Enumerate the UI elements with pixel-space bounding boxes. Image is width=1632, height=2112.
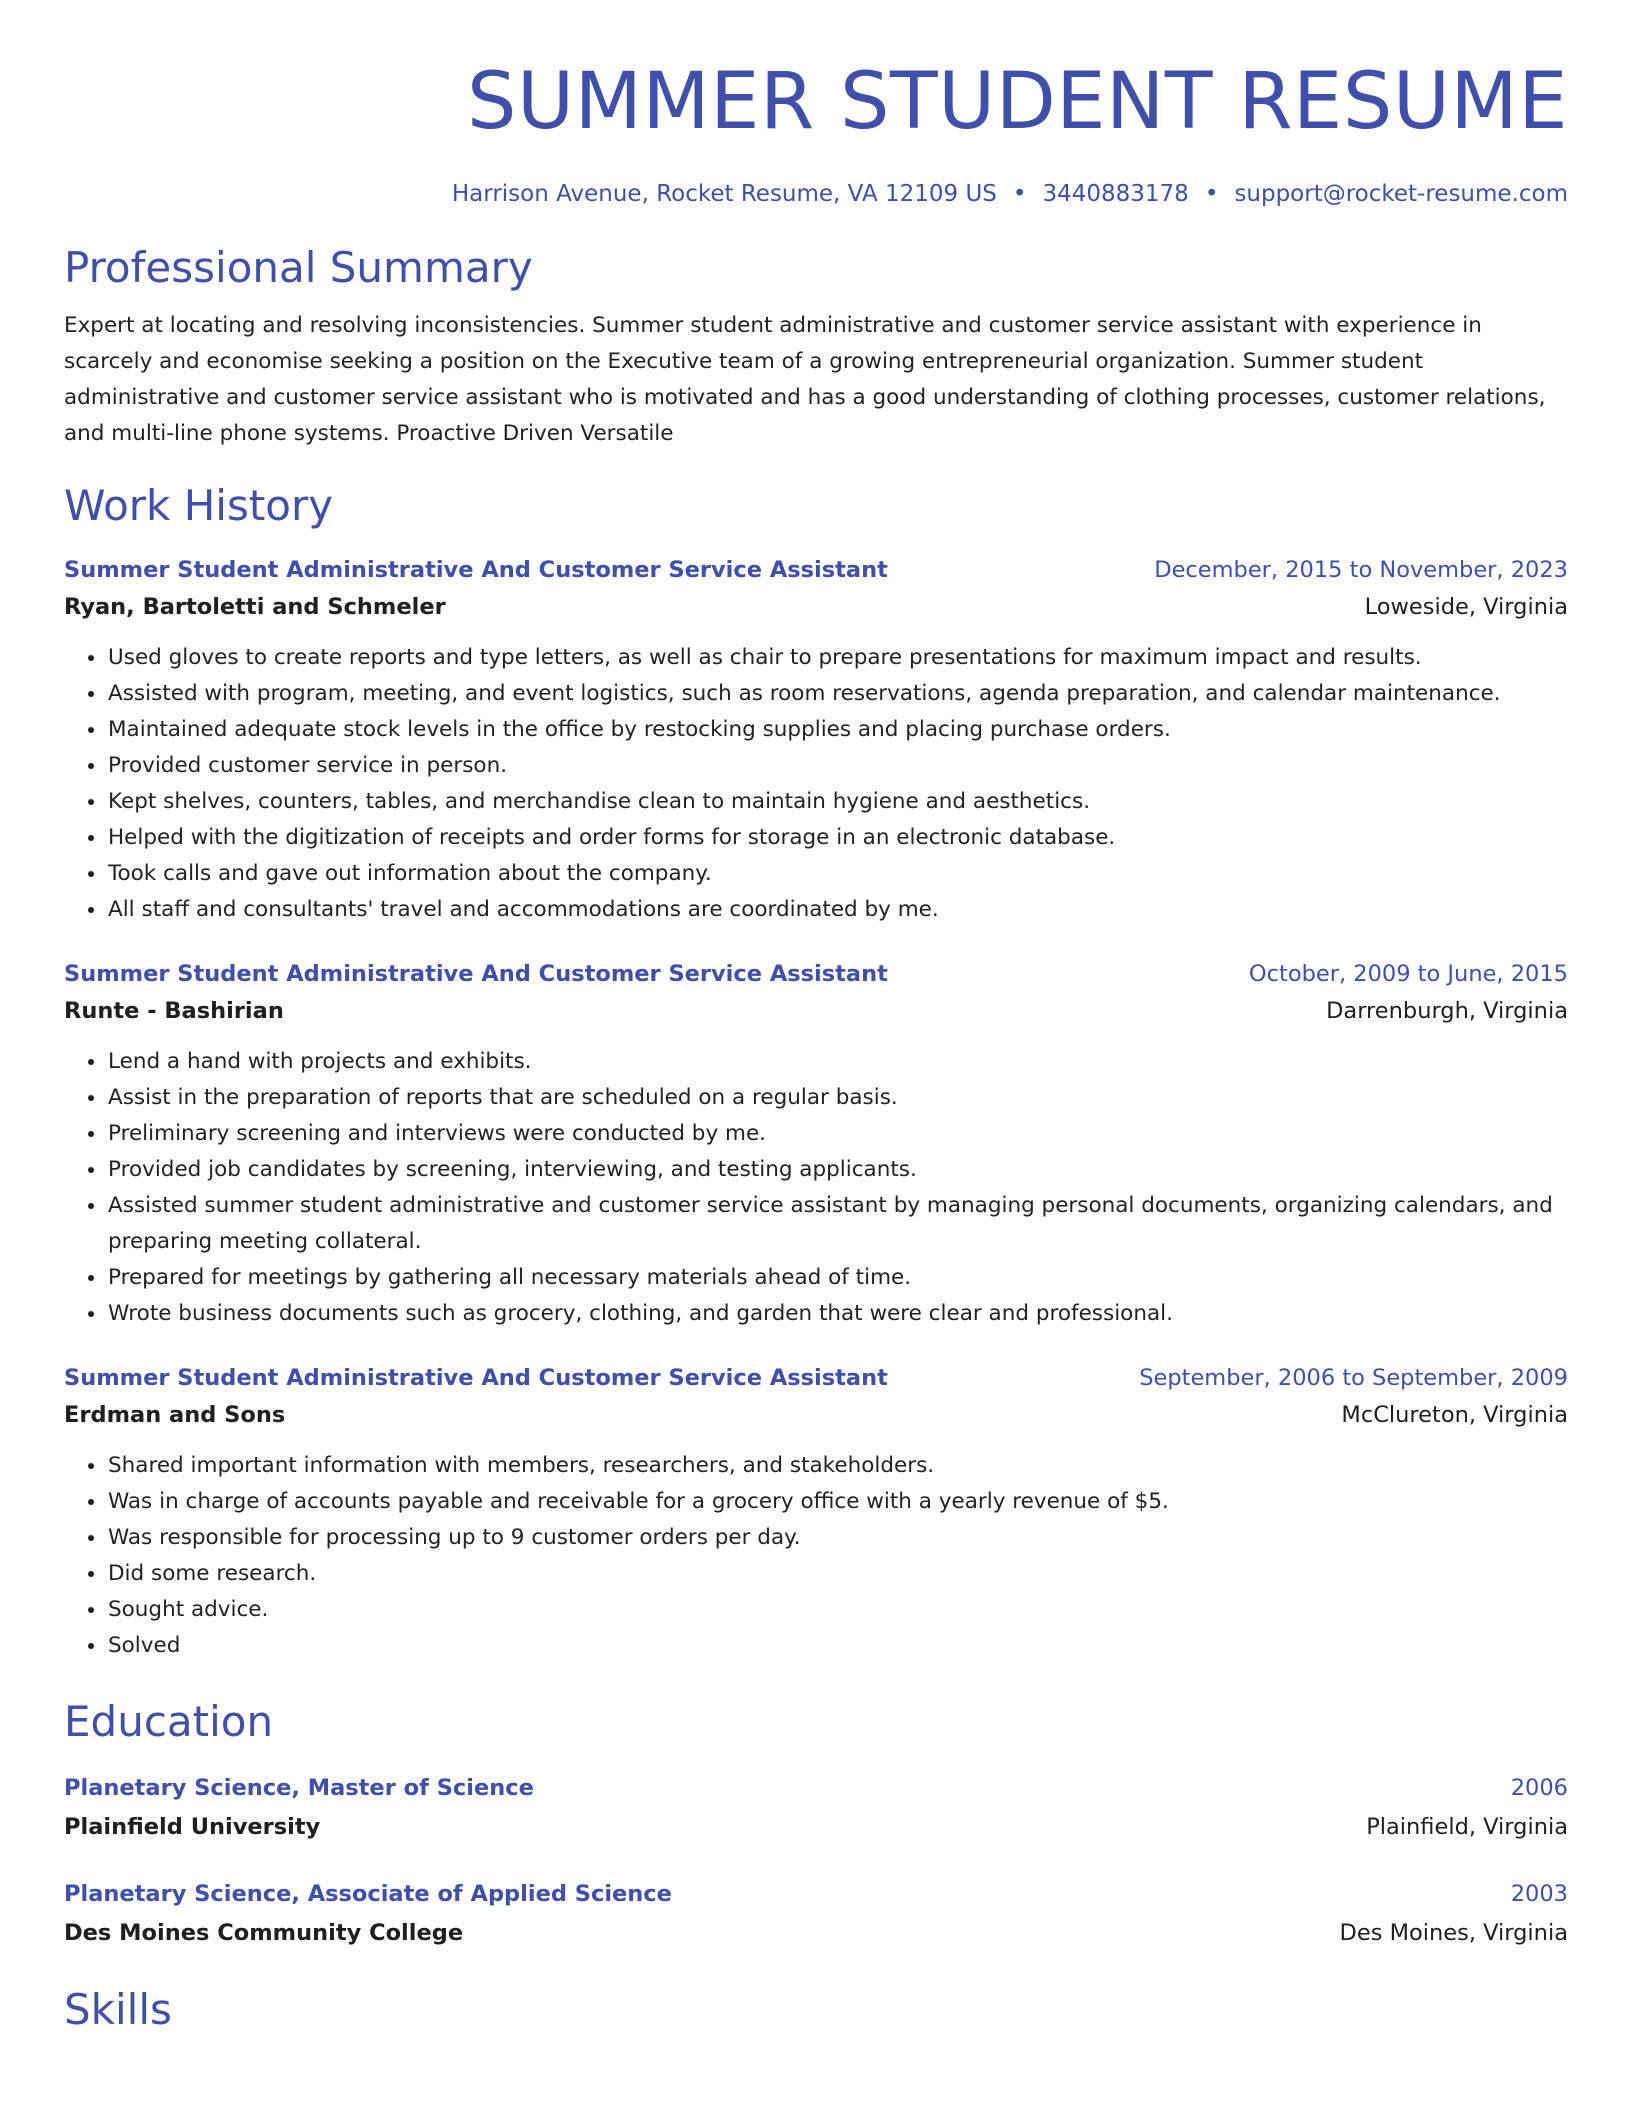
summary-heading: Professional Summary [64,243,533,292]
job-company-row [64,1396,1568,1434]
job-company-row [64,992,1568,1030]
job-bullet: • Shared important information with members, researchers, and stakeholders. [107,1448,1568,1484]
job-bullet: • Assisted summer student administrative and customer service assistant by managing personal documents, organizing calendars, and preparing meeting collateral. [107,1188,1568,1260]
job-location: McClureton, Virginia [1341,1402,1568,1428]
job-bullet: • Prepared for meetings by gathering all necessary materials ahead of time. [107,1260,1568,1296]
job-header-row [64,1360,1568,1396]
job-bullet: • Provided customer service in person. [107,748,1568,784]
job-bullet: • Maintained adequate stock levels in the office by restocking supplies and placing purchase orders. [107,712,1568,748]
education-entry [64,1770,1568,1848]
education-location: Plainfield, Virginia [1366,1814,1568,1840]
job-bullet: • Sought advice. [107,1592,1568,1628]
education-entry [64,1876,1568,1954]
job-bullet: • Lend a hand with projects and exhibits. [107,1044,1568,1080]
job-dates: October, 2009 to June, 2015 [1248,961,1568,987]
job-bullet: • Wrote business documents such as grocery, clothing, and garden that were clear and professional. [107,1296,1568,1332]
summary-text: Expert at locating and resolving inconsistencies. Summer student administrative and customer service assistant with experience in scarcely and economise seeking a position on the Executive team of a growing entrepreneurial organization. Summer student administrative and customer service assistant who is motivated and has a good understanding of clothing processes, customer relations, and multi-line phone systems. Proactive Driven Versatile [64,313,1546,446]
job-location: Darrenburgh, Virginia [1326,998,1568,1024]
job-bullet: • Provided job candidates by screening, interviewing, and testing applicants. [107,1152,1568,1188]
education-school-row [64,1912,1568,1954]
education-year: 2003 [1510,1881,1568,1907]
job-company-row [64,588,1568,626]
job-entry [64,552,1568,928]
education-header-row [64,1876,1568,1912]
education-year: 2006 [1510,1775,1568,1801]
job-bullet: • Kept shelves, counters, tables, and merchandise clean to maintain hygiene and aesthetics. [107,784,1568,820]
job-header-row [64,552,1568,588]
job-company: Ryan, Bartoletti and Schmeler [64,594,446,620]
job-bullet: • Preliminary screening and interviews were conducted by me. [107,1116,1568,1152]
job-entry [64,956,1568,1332]
job-bullets [64,1448,1568,1664]
contact-line [64,178,1568,210]
skills-heading: Skills [64,1985,172,2034]
job-role: Summer Student Administrative And Customer Service Assistant [64,1365,888,1391]
job-bullets [64,1044,1568,1332]
education-degree: Planetary Science, Associate of Applied Science [64,1881,672,1907]
job-company: Erdman and Sons [64,1402,286,1428]
contact-phone: 3440883178 [1042,181,1189,207]
job-bullet: • Took calls and gave out information about the company. [107,856,1568,892]
job-header-row [64,956,1568,992]
education-header-row [64,1770,1568,1806]
job-role: Summer Student Administrative And Customer Service Assistant [64,557,888,583]
education-degree: Planetary Science, Master of Science [64,1775,534,1801]
education-heading: Education [64,1697,274,1746]
education-school-row [64,1806,1568,1848]
job-bullets [64,640,1568,928]
job-entry [64,1360,1568,1664]
job-bullet: • Assisted with program, meeting, and event logistics, such as room reservations, agenda preparation, and calendar maintenance. [107,676,1568,712]
job-bullet: • Assist in the preparation of reports that are scheduled on a regular basis. [107,1080,1568,1116]
work-history-heading: Work History [64,481,334,530]
job-bullet: • Used gloves to create reports and type letters, as well as chair to prepare presentations for maximum impact and results. [107,640,1568,676]
job-bullet: • Did some research. [107,1556,1568,1592]
contact-address: Harrison Avenue, Rocket Resume, VA 12109 US [451,181,997,207]
job-bullet: • Was in charge of accounts payable and receivable for a grocery office with a yearly revenue of $5. [107,1484,1568,1520]
job-bullet: • Helped with the digitization of receipts and order forms for storage in an electronic database. [107,820,1568,856]
education-school: Des Moines Community College [64,1920,464,1946]
job-bullet: • Solved [107,1628,1568,1664]
job-role: Summer Student Administrative And Customer Service Assistant [64,961,888,987]
contact-email: support@rocket-resume.com [1234,181,1568,207]
education-location: Des Moines, Virginia [1339,1920,1568,1946]
job-company: Runte - Bashirian [64,998,284,1024]
job-location: Loweside, Virginia [1364,594,1568,620]
job-bullet: • Was responsible for processing up to 9 customer orders per day. [107,1520,1568,1556]
education-school: Plainfield University [64,1814,321,1840]
resume-title: SUMMER STUDENT RESUME [466,57,1568,147]
contact-separator: • [1012,181,1027,207]
job-bullet: • All staff and consultants' travel and accommodations are coordinated by me. [107,892,1568,928]
contact-separator: • [1204,181,1219,207]
job-dates: December, 2015 to November, 2023 [1154,557,1568,583]
job-dates: September, 2006 to September, 2009 [1139,1365,1568,1391]
